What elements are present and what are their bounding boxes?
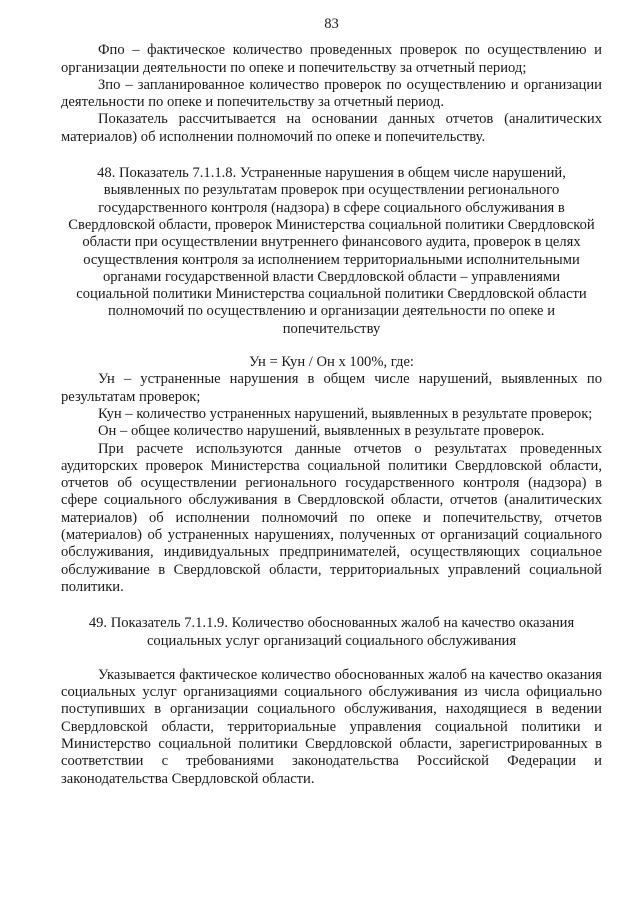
section-48-heading: 48. Показатель 7.1.1.8. Устраненные нарушения в общем числе нарушений, выявленных по результатам проверок при осуществлении регионального государственного контроля (надзора) в сфере социального обслуживания в Свердловской области, проверок Министерства социальной политики Свердловской области при осуществлении внутреннего финансового аудита, проверок в целях осуществления контроля за исполнением территориальными исполнительными органами государственной власти Свердловской области – управлениями социальной политики Министерства социальной политики Свердловской области полномочий по осуществлению и организации деятельности по опеке и попечительству [68,165,595,337]
paragraph-data-sources: При расчете используются данные отчетов о результатах проведенных аудиторских проверок Министерства социальной политики Свердловской области, отчетов об осуществлении регионального государственного контроля (надзора) в сфере социального обслуживания в Свердловской области, отчетов (аналитических материалов) об исполнении полномочий по опеке и попечительству, отчетов (материалов) об устраненных нарушениях, полученных от организаций социального обслуживания, индивидуальных предпринимателей, осуществляющих социальное обслуживание в Свердловской области, территориальных управлений социальной политики. [61,440,602,595]
page-number: 83 [324,16,339,32]
paragraph-calculation-basis: Показатель рассчитывается на основании данных отчетов (аналитических материалов) об исполнении полномочий по опеке и попечительству. [61,111,602,145]
section-49-heading: 49. Показатель 7.1.1.9. Количество обоснованных жалоб на качество оказания социальных услуг организаций социального обслуживания [88,615,575,649]
paragraph-zpo-definition: Зпо – запланированное количество проверок по осуществлению и организации деятельности по опеке и попечительству за отчетный период. [61,76,602,111]
paragraph-kun-definition: Кун – количество устраненных нарушений, выявленных в результате проверок; [98,405,593,422]
document-page [61,16,602,788]
section-48-formula: Ун = Кун / Он х 100%, где: [249,354,414,371]
paragraph-fpo-definition: Фпо – фактическое количество проведенных проверок по осуществлению и организации деятельности по опеке и попечительству за отчетный период; [61,42,602,76]
paragraph-on-definition: Он – общее количество нарушений, выявленных в результате проверок. [98,423,545,440]
paragraph-un-definition: Ун – устраненные нарушения в общем числе нарушений, выявленных по результатам проверок; [61,371,602,405]
paragraph-complaints-description: Указывается фактическое количество обоснованных жалоб на качество оказания социальных услуг организациями социального обслуживания из числа официально поступивших в организации социального обслуживания, находящиеся в ведении Свердловской области, территориальные управления социальной политики и Министерство социальной политики Свердловской области, зарегистрированных в соответствии с требованиями законодательства Российской Федерации и законодательства Свердловской области. [61,666,602,787]
